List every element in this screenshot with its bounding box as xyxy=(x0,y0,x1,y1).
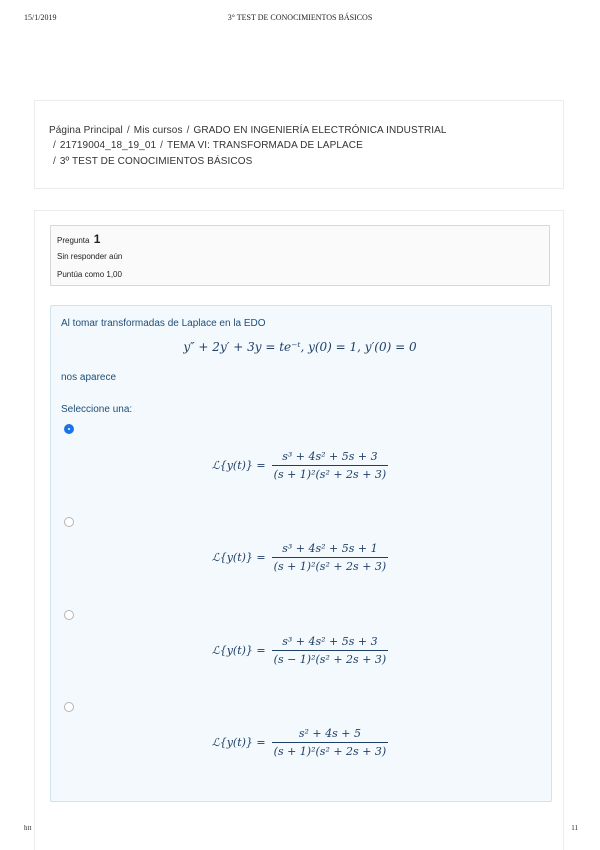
question-grade: Puntúa como 1,00 xyxy=(57,270,122,279)
breadcrumb-line xyxy=(49,156,252,167)
formula-denominator: (s + 1)²(s² + 2s + 3) xyxy=(272,557,389,573)
option-radio-2[interactable] xyxy=(64,517,74,527)
formula-lhs: ℒ{y(t)} = xyxy=(211,736,266,749)
breadcrumb-line xyxy=(49,125,447,136)
formula-lhs: ℒ{y(t)} = xyxy=(211,459,266,472)
breadcrumb-my-courses-link[interactable]: Mis cursos xyxy=(133,125,183,136)
breadcrumb-separator: / xyxy=(126,125,130,136)
question-number xyxy=(57,232,100,246)
formula-numerator: s² + 4s + 5 xyxy=(298,727,361,740)
question-status: Sin responder aún xyxy=(57,252,123,261)
breadcrumb-quiz-link[interactable]: 3º TEST DE CONOCIMIENTOS BÁSICOS xyxy=(59,156,253,167)
option-radio-1[interactable] xyxy=(64,424,74,434)
breadcrumb-course-link[interactable]: 21719004_18_19_01 xyxy=(59,140,157,151)
formula-fraction xyxy=(272,635,389,666)
print-date: 15/1/2019 xyxy=(24,13,57,22)
option-radio-3[interactable] xyxy=(64,610,74,620)
breadcrumb-separator: / xyxy=(53,140,56,151)
breadcrumb-degree-link[interactable]: GRADO EN INGENIERÍA ELECTRÓNICA INDUSTRIAL xyxy=(193,125,447,136)
print-page-number: 11 xyxy=(571,824,578,832)
breadcrumb-separator: / xyxy=(186,125,190,136)
formula-numerator: s³ + 4s² + 5s + 3 xyxy=(282,450,378,463)
breadcrumb-home-link[interactable]: Página Principal xyxy=(49,125,123,136)
breadcrumb-line xyxy=(49,140,363,151)
formula-fraction xyxy=(272,727,389,758)
formula-fraction xyxy=(272,450,389,481)
option-formula-3[interactable] xyxy=(0,635,600,666)
formula-lhs: ℒ{y(t)} = xyxy=(211,644,266,657)
breadcrumb-topic-link[interactable]: TEMA VI: TRANSFORMADA DE LAPLACE xyxy=(167,140,363,151)
breadcrumb-separator: / xyxy=(160,140,164,151)
option-formula-1[interactable] xyxy=(0,450,600,481)
formula-lhs: ℒ{y(t)} = xyxy=(211,551,266,564)
option-formula-2[interactable] xyxy=(0,542,600,573)
formula-numerator: s³ + 4s² + 5s + 3 xyxy=(282,635,378,648)
formula-denominator: (s − 1)²(s² + 2s + 3) xyxy=(272,650,389,666)
question-info xyxy=(50,225,550,286)
breadcrumb-separator: / xyxy=(53,156,56,167)
question-number-value: 1 xyxy=(93,232,101,246)
breadcrumb xyxy=(34,100,564,189)
print-title: 3° TEST DE CONOCIMIENTOS BÁSICOS xyxy=(227,13,373,22)
print-url: htt xyxy=(24,824,32,832)
option-radio-4[interactable] xyxy=(64,702,74,712)
option-formula-4[interactable] xyxy=(0,727,600,758)
formula-denominator: (s + 1)²(s² + 2s + 3) xyxy=(272,742,389,758)
question-text: Al tomar transformadas de Laplace en la EDO xyxy=(61,318,266,329)
select-one-label: Seleccione una: xyxy=(61,404,133,415)
question-label: Pregunta xyxy=(57,236,90,245)
formula-fraction xyxy=(272,542,389,573)
question-equation: y″ + 2y′ + 3y = te⁻ᵗ, y(0) = 1, y′(0) = 0 xyxy=(183,340,417,354)
question-text-after: nos aparece xyxy=(61,372,117,383)
formula-denominator: (s + 1)²(s² + 2s + 3) xyxy=(272,465,389,481)
formula-numerator: s³ + 4s² + 5s + 1 xyxy=(282,542,378,555)
